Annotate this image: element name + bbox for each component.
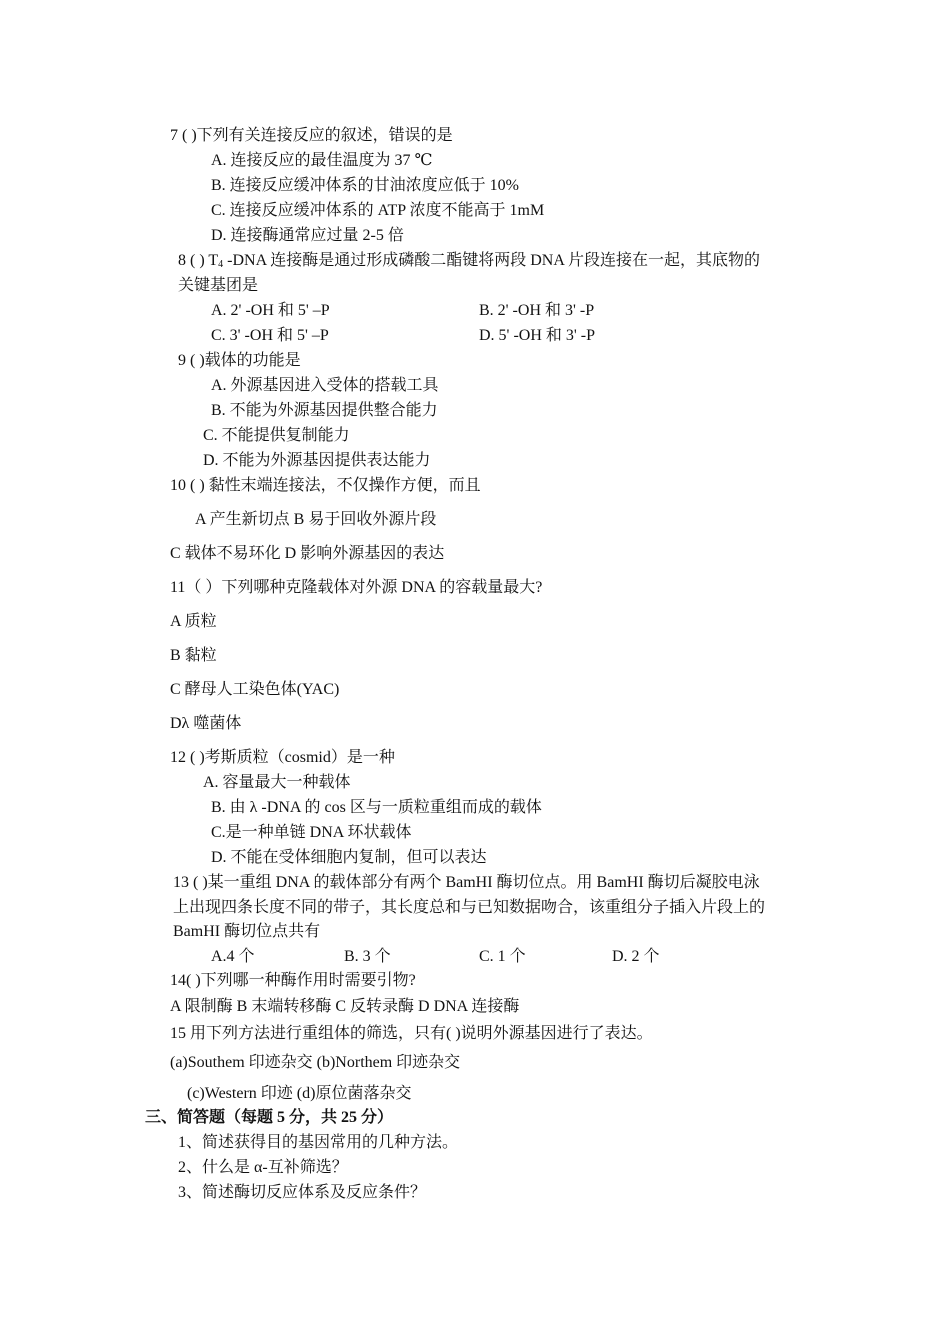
- q9-option-c: C. 不能提供复制能力: [203, 427, 350, 444]
- q14-stem: 14( )下列哪一种酶作用时需要引物?: [170, 972, 416, 989]
- q10-options-ab: A 产生新切点 B 易于回收外源片段: [195, 511, 437, 528]
- q12-option-c: C.是一种单链 DNA 环状载体: [211, 824, 412, 841]
- q14-options: A 限制酶 B 末端转移酶 C 反转录酶 D DNA 连接酶: [170, 998, 520, 1015]
- q9-option-a: A. 外源基因进入受体的搭载工具: [211, 377, 439, 394]
- q11-option-a: A 质粒: [170, 613, 217, 630]
- q7-option-a: A. 连接反应的最佳温度为 37 ℃: [211, 152, 433, 169]
- short-answer-1: 1、简述获得目的基因常用的几种方法。: [178, 1134, 459, 1151]
- q15-options-cd: (c)Western 印迹 (d)原位菌落杂交: [187, 1085, 412, 1102]
- q8-stem-line2: 关键基团是: [178, 277, 259, 294]
- q12-stem: 12 ( )考斯质粒（cosmid）是一种: [170, 749, 395, 766]
- q13-stem-line3: BamHI 酶切位点共有: [173, 923, 321, 940]
- q11-option-c: C 酵母人工染色体(YAC): [170, 681, 340, 698]
- q12-option-d: D. 不能在受体细胞内复制，但可以表达: [211, 849, 487, 866]
- q7-option-b: B. 连接反应缓冲体系的甘油浓度应低于 10%: [211, 177, 520, 194]
- q13-option-a: A.4 个: [211, 948, 255, 965]
- q11-option-b: B 黏粒: [170, 647, 217, 664]
- q8-option-d: D. 5' -OH 和 3' -P: [479, 327, 595, 344]
- q10-stem: 10 ( ) 黏性末端连接法，不仅操作方便，而且: [170, 477, 481, 494]
- q8-stem-post: -DNA 连接酶是通过形成磷酸二酯键将两段 DNA 片段连接在一起，其底物的: [223, 252, 761, 269]
- q8-stem: [178, 251, 760, 275]
- q8-option-b: B. 2' -OH 和 3' -P: [479, 302, 595, 319]
- q9-stem: 9 ( )载体的功能是: [178, 352, 301, 369]
- section-heading: 三、简答题（每题 5 分，共 25 分）: [145, 1109, 394, 1126]
- q15-stem: 15 用下列方法进行重组体的筛选，只有( )说明外源基因进行了表达。: [170, 1025, 653, 1042]
- q10-options-cd: C 载体不易环化 D 影响外源基因的表达: [170, 545, 445, 562]
- q8-option-a: A. 2' -OH 和 5' –P: [211, 302, 330, 319]
- short-answer-2: 2、什么是 α-互补筛选？: [178, 1159, 348, 1176]
- q9-option-b: B. 不能为外源基因提供整合能力: [211, 402, 438, 419]
- q8-option-c: C. 3' -OH 和 5' –P: [211, 327, 329, 344]
- q13-option-d: D. 2 个: [612, 948, 660, 965]
- q13-stem-line2: 上出现四条长度不同的带子，其长度总和与已知数据吻合，该重组分子插入片段上的: [173, 899, 766, 916]
- short-answer-3: 3、简述酶切反应体系及反应条件？: [178, 1184, 427, 1201]
- q15-options-ab: (a)Southem 印迹杂交 (b)Northem 印迹杂交: [170, 1054, 461, 1071]
- q7-stem: 7 ( )下列有关连接反应的叙述，错误的是: [170, 127, 453, 144]
- q12-option-b: B. 由 λ -DNA 的 cos 区与一质粒重组而成的载体: [211, 799, 542, 816]
- q13-stem-line1: 13 ( )某一重组 DNA 的载体部分有两个 BamHI 酶切位点。用 BamHI 酶切后凝胶电泳: [173, 874, 760, 891]
- q7-option-d: D. 连接酶通常应过量 2-5 倍: [211, 227, 404, 244]
- q11-option-d: Dλ 噬菌体: [170, 715, 242, 732]
- q11-stem: 11（ ）下列哪种克隆载体对外源 DNA 的容载量最大?: [170, 579, 543, 596]
- q13-option-c: C. 1 个: [479, 948, 526, 965]
- q9-option-d: D. 不能为外源基因提供表达能力: [203, 452, 431, 469]
- q8-stem-pre: 8 ( ) T: [178, 252, 219, 269]
- q13-option-b: B. 3 个: [344, 948, 391, 965]
- q8-stem-sub: 4: [218, 259, 224, 270]
- q7-option-c: C. 连接反应缓冲体系的 ATP 浓度不能高于 1mM: [211, 202, 545, 219]
- q12-option-a: A. 容量最大一种载体: [203, 774, 351, 791]
